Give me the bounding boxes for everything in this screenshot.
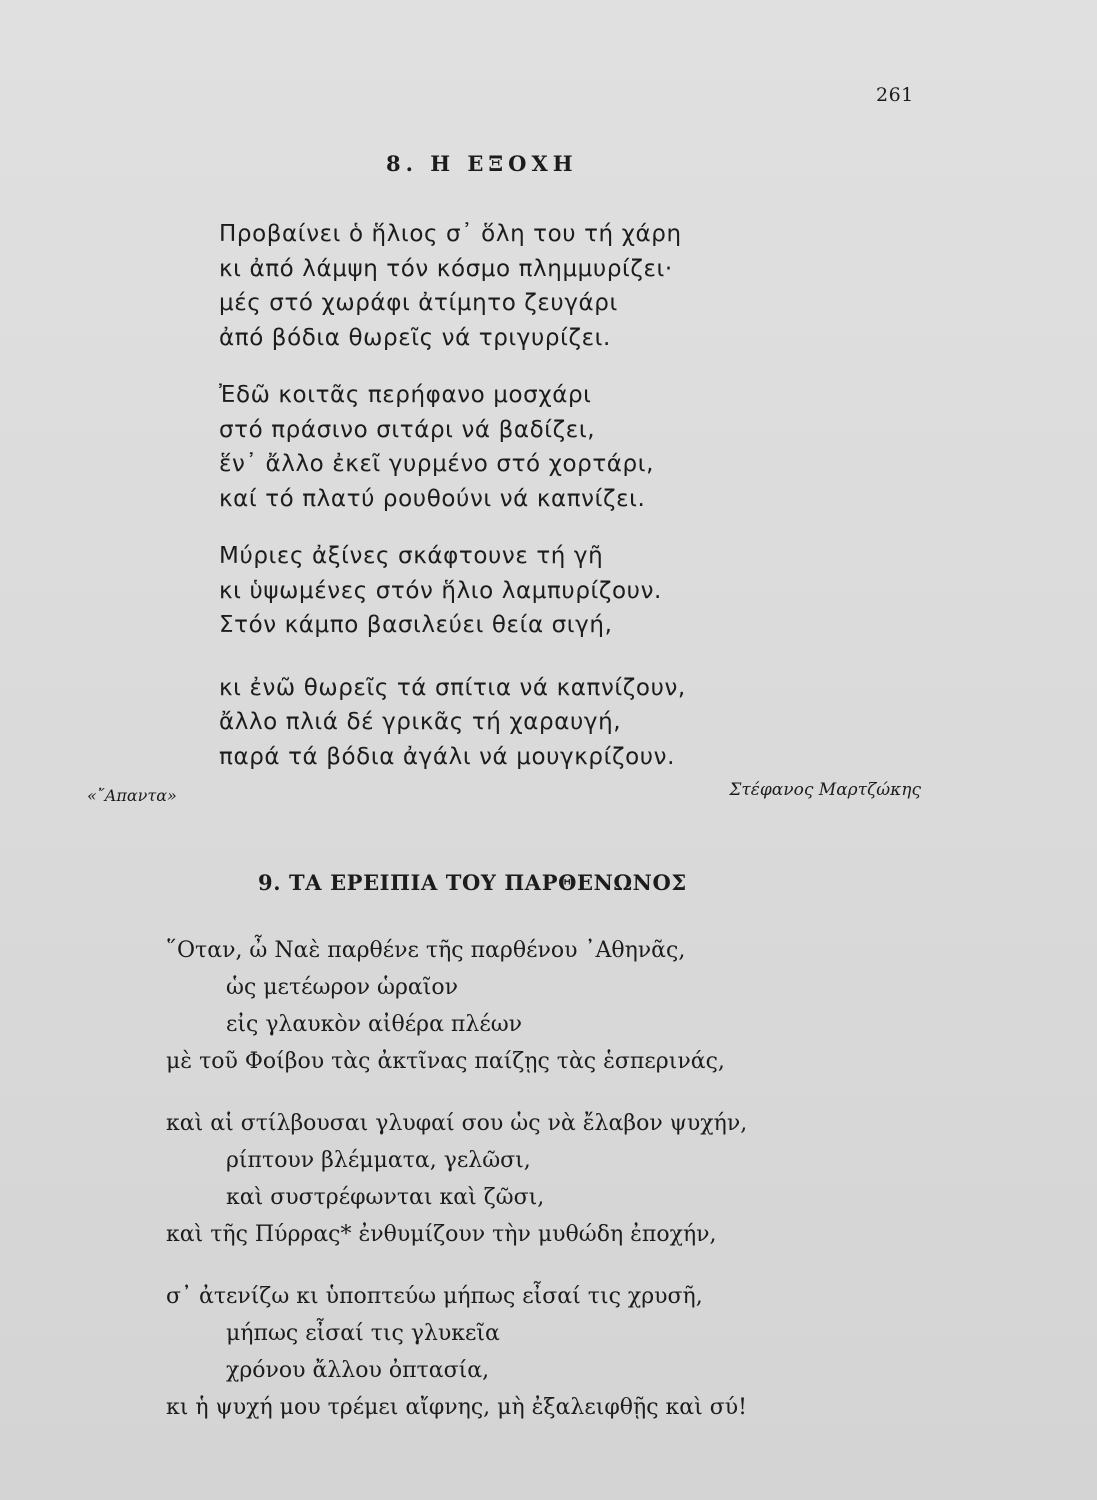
poem-line: κι ἡ ψυχή μου τρέμει αἴφνης, μὴ ἐξαλειφθῇς καὶ σύ! [166, 1395, 747, 1420]
poem-1-title: 8. Η ΕΞΟΧΗ [386, 151, 578, 176]
poem-line: μήπως εἶσαί τις γλυκεῖα [226, 1321, 500, 1346]
poem-line: Στόν κάμπο βασιλεύει θεία σιγή, [219, 612, 613, 638]
poem-2-title: 9. ΤΑ ΕΡΕΙΠΙΑ ΤΟΥ ΠΑΡΘΕΝΩΝΟΣ [258, 870, 687, 895]
poem-2-stanza-1 [166, 932, 886, 1080]
poem-line: παρά τά βόδια ἀγάλι νά μουγκρίζουν. [219, 743, 676, 770]
poem-1-author: Στέφανος Μαρτζώκης [729, 780, 921, 800]
poem-1-stanza-3 [219, 539, 859, 643]
poem-line: ἀπό βόδια θωρεῖς νά τριγυρίζει. [219, 324, 611, 351]
poem-line: κι ἐνῶ θωρεῖς τά σπίτια νά καπνίζουν, [219, 674, 686, 701]
poem-line: Ἐδῶ κοιτᾶς περήφανο μοσχάρι [219, 382, 592, 408]
poem-line: μές στό χωράφι ἀτίμητο ζευγάρι [219, 290, 618, 316]
poem-2-stanza-2 [166, 1105, 886, 1253]
poem-1-source: «῎Απαντα» [87, 786, 177, 805]
poem-line: καὶ τῆς Πύρρας* ἐνθυμίζουν τὴν μυθώδη ἐποχήν, [166, 1222, 717, 1247]
poem-line: εἰς γλαυκὸν αἰθέρα πλέων [226, 1012, 523, 1037]
poem-line: ἕν᾽ ἄλλο ἐκεῖ γυρμένο στό χορτάρι, [219, 451, 655, 477]
poem-line: ρίπτουν βλέμματα, γελῶσι, [226, 1148, 531, 1173]
poem-1-body [219, 217, 859, 797]
poem-2-body [166, 932, 886, 1451]
poem-line: κι ὑψωμένες στόν ἥλιο λαμπυρίζουν. [219, 577, 662, 604]
poem-1-stanza-2 [219, 378, 859, 516]
poem-line: Προβαίνει ὁ ἥλιος σ᾽ ὅλη του τή χάρη [219, 221, 682, 247]
poem-line: ῞Οταν, ὦ Ναὲ παρθένε τῆς παρθένου ᾿Αθηνᾶς, [166, 938, 686, 963]
poem-line: σ᾽ ἀτενίζω κι ὑποπτεύω μήπως εἶσαί τις χρυσῆ, [166, 1284, 703, 1309]
poem-line: Μύριες ἀξίνες σκάφτουνε τή γῆ [219, 543, 604, 569]
poem-line: στό πράσινο σιτάρι νά βαδίζει, [219, 416, 596, 443]
poem-line: καὶ αἱ στίλβουσαι γλυφαί σου ὡς νὰ ἔλαβον ψυχήν, [166, 1111, 748, 1136]
poem-1-stanza-1 [219, 217, 859, 355]
poem-2-stanza-3 [166, 1278, 886, 1426]
poem-line: ὡς μετέωρον ὡραῖον [226, 975, 458, 1000]
poem-line: ἄλλο πλιά δέ γρικᾶς τή χαραυγή, [219, 709, 622, 735]
poem-line: καὶ συστρέφωνται καὶ ζῶσι, [226, 1185, 545, 1210]
poem-line: χρόνου ἄλλου ὀπτασία, [226, 1358, 490, 1383]
poem-1-stanza-4 [219, 671, 859, 775]
page-number: 261 [876, 84, 914, 106]
poem-line: μὲ τοῦ Φοίβου τὰς ἀκτῖνας παίζῃς τὰς ἑσπερινάς, [166, 1049, 725, 1074]
poem-line: καί τό πλατύ ρουθούνι νά καπνίζει. [219, 485, 646, 512]
poem-line: κι ἀπό λάμψη τόν κόσμο πλημμυρίζει· [219, 255, 673, 282]
